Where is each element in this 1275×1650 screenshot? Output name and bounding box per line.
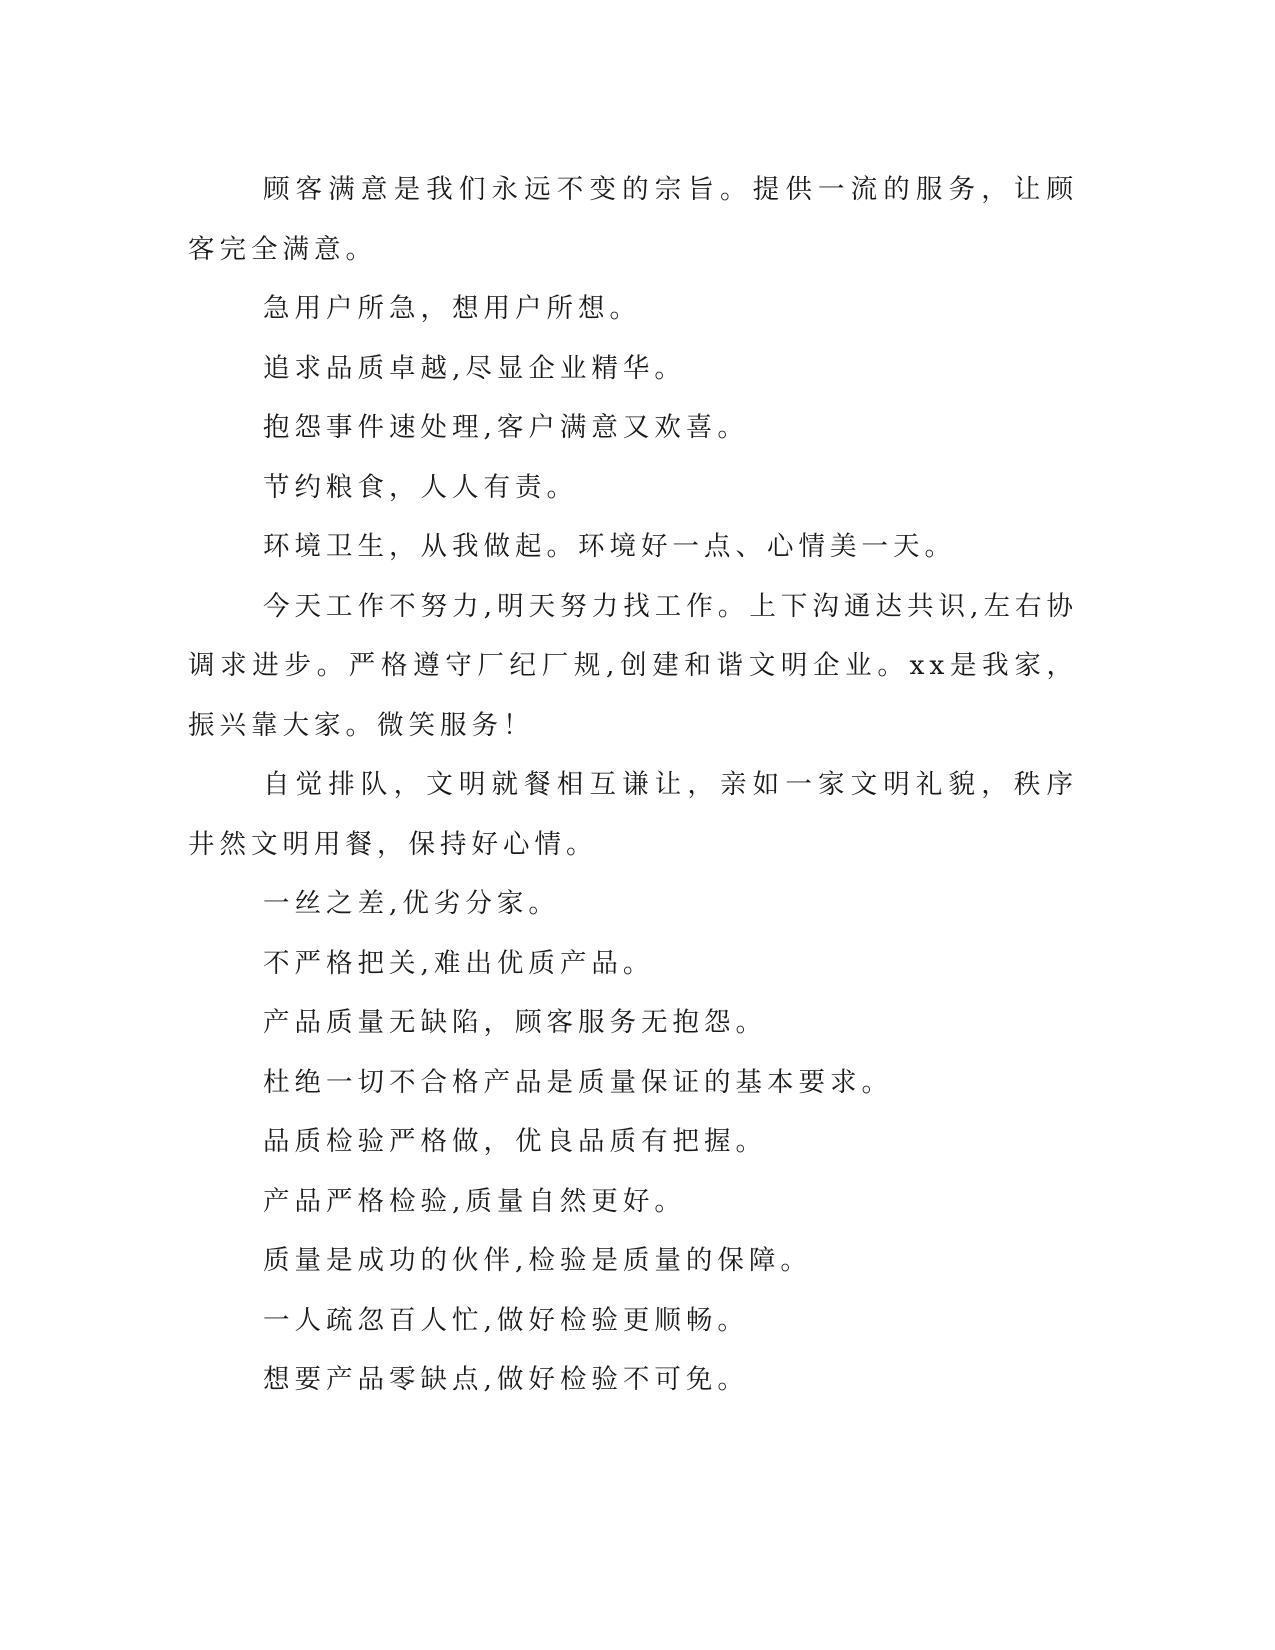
paragraph: 品质检验严格做，优良品质有把握。 [263,1126,767,1157]
paragraph: 今天工作不努力,明天努力找工作。上下沟通达共识,左右协调求进步。严格遵守厂纪厂规,创建和谐文明企业。xx是我家，振兴靠大家。微笑服务！ [188,590,1078,741]
paragraph: 不严格把关,难出优质产品。 [263,947,655,979]
paragraph: 节约粮食，人人有责。 [263,471,578,503]
paragraph: 顾客满意是我们永远不变的宗旨。提供一流的服务，让顾客完全满意。 [188,174,1078,265]
paragraph: 急用户所急，想用户所想。 [263,293,641,324]
paragraph: 一人疏忽百人忙,做好检验更顺畅。 [263,1304,749,1336]
paragraph: 抱怨事件速处理,客户满意又欢喜。 [263,412,749,443]
paragraph: 质量是成功的伙伴,检验是质量的保障。 [263,1245,812,1276]
paragraph: 产品严格检验,质量自然更好。 [263,1185,686,1217]
paragraph: 一丝之差,优劣分家。 [263,888,560,919]
document-body [188,160,1078,1410]
paragraph: 杜绝一切不合格产品是质量保证的基本要求。 [263,1066,893,1098]
paragraph: 产品质量无缺陷，顾客服务无抱怨。 [263,1007,767,1038]
paragraph: 环境卫生，从我做起。环境好一点、心情美一天。 [263,531,956,562]
paragraph: 自觉排队，文明就餐相互谦让，亲如一家文明礼貌，秩序井然文明用餐，保持好心情。 [188,769,1078,860]
paragraph: 想要产品零缺点,做好检验不可免。 [263,1364,749,1395]
paragraph: 追求品质卓越,尽显企业精华。 [263,352,686,384]
